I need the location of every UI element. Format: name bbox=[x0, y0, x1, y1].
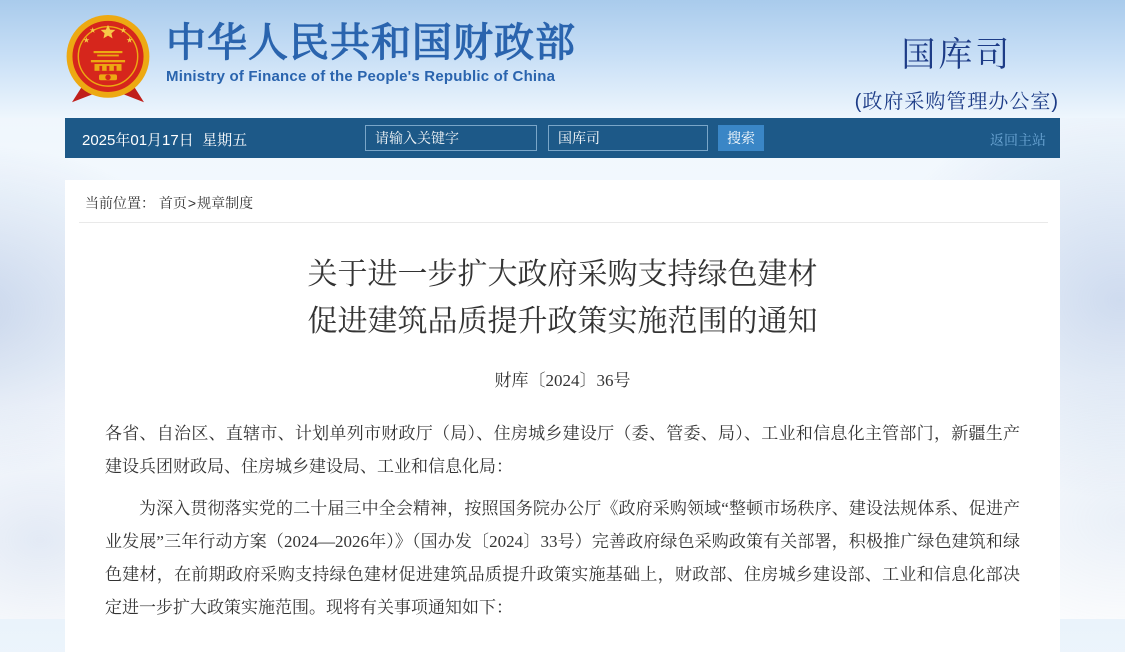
current-date: 2025年01月17日 星期五 bbox=[82, 132, 248, 149]
document-title bbox=[125, 251, 1000, 345]
paragraph-intro: 为深入贯彻落实党的二十届三中全会精神，按照国务院办公厅《政府采购领域“整顿市场秩序、建设法规体系、促进产业发展”三年行动方案（2024—2026年）》（国办发〔2024〕33号）完善政府绿色采购政策有关部署，积极推广绿色建筑和绿色建材，在前期政府采购支持绿色建材促进建筑品质提升政策实施基础上，财政部、住房城乡建设部、工业和信息化部决定进一步扩大政策实施范围。现将有关事项通知如下： bbox=[105, 499, 1020, 617]
national-emblem-icon bbox=[63, 13, 153, 107]
site-title-block bbox=[166, 13, 576, 85]
site-title: 中华人民共和国财政部 bbox=[166, 21, 576, 65]
search-scope-select[interactable]: 国库司 bbox=[548, 125, 708, 151]
divider bbox=[79, 222, 1048, 223]
breadcrumb bbox=[65, 180, 1060, 222]
breadcrumb-section-link[interactable]: 规章制度 bbox=[197, 195, 254, 211]
site-subtitle: Ministry of Finance of the People's Republic of China bbox=[166, 68, 556, 85]
site-banner bbox=[0, 0, 1125, 118]
document-title-line1: 关于进一步扩大政府采购支持绿色建材 bbox=[307, 258, 818, 291]
search-input[interactable] bbox=[365, 125, 537, 151]
department-subtitle: (政府采购管理办公室) bbox=[854, 91, 1059, 113]
breadcrumb-home-link[interactable]: 首页 bbox=[158, 195, 187, 211]
paragraph-addressees: 各省、自治区、直辖市、计划单列市财政厅（局）、住房城乡建设厅（委、管委、局）、工业和信息化主管部门，新疆生产建设兵团财政局、住房城乡建设局、工业和信息化局： bbox=[105, 424, 1020, 476]
breadcrumb-label: 当前位置： bbox=[85, 195, 159, 211]
breadcrumb-separator: > bbox=[187, 195, 197, 211]
site-logo[interactable] bbox=[63, 13, 576, 107]
document-title-line2: 促进建筑品质提升政策实施范围的通知 bbox=[307, 305, 818, 338]
search-button[interactable]: 搜索 bbox=[718, 125, 764, 151]
document-body bbox=[65, 391, 1060, 652]
document-number: 财库〔2024〕36号 bbox=[494, 371, 631, 390]
department-name-block bbox=[855, 27, 1059, 114]
back-to-main-link[interactable]: 返回主站 bbox=[990, 132, 1046, 148]
content-card bbox=[65, 180, 1060, 652]
department-title: 国库司 bbox=[901, 36, 1013, 74]
top-navbar bbox=[65, 118, 1060, 158]
